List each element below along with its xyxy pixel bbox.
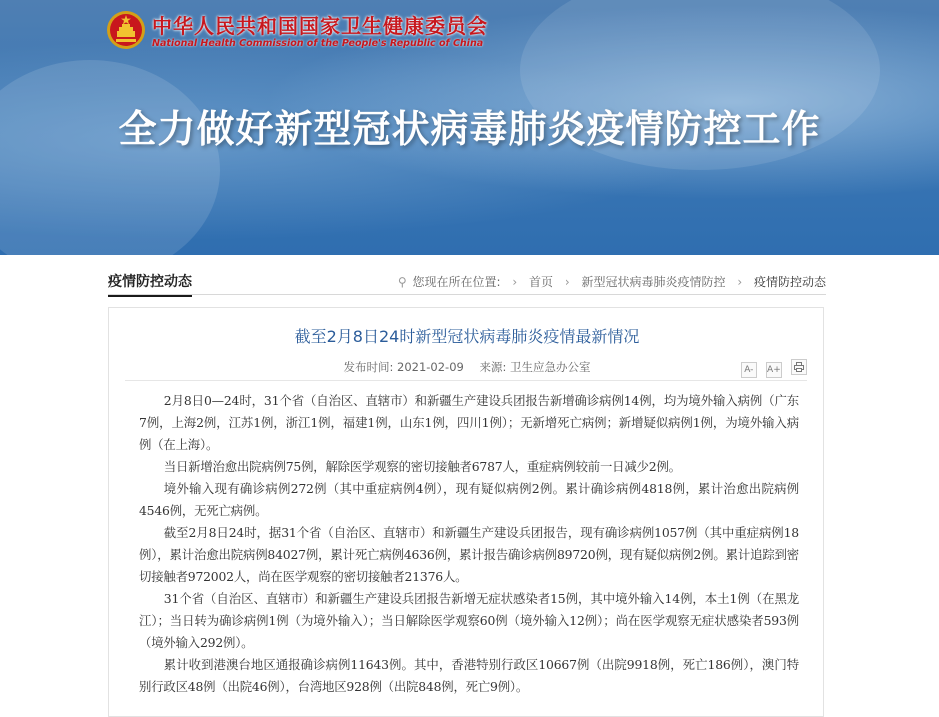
breadcrumb bbox=[398, 273, 826, 290]
breadcrumb-separator-icon: › bbox=[564, 275, 570, 289]
org-name-cn[interactable]: 中华人民共和国国家卫生健康委员会 bbox=[152, 14, 488, 38]
article-paragraph: 31个省（自治区、直辖市）和新疆生产建设兵团报告新增无症状感染者15例，其中境外输入14例，本土1例（在黑龙江）；当日转为确诊病例1例（为境外输入）；当日解除医学观察60例（境外输入12例）；尚在医学观察无症状感染者593例（境外输入292例）。 bbox=[139, 591, 799, 650]
publish-label: 发布时间: bbox=[343, 360, 394, 374]
source-label: 来源: bbox=[479, 360, 507, 374]
article-body bbox=[139, 390, 799, 698]
breadcrumb-item-covid[interactable]: 新型冠状病毒肺炎疫情防控 bbox=[581, 275, 726, 289]
article-meta bbox=[109, 359, 825, 375]
print-icon[interactable] bbox=[791, 359, 807, 375]
article-paragraph: 截至2月8日24时，据31个省（自治区、直辖市）和新疆生产建设兵团报告，现有确诊病例1057例（其中重症病例18例），累计治愈出院病例84027例，累计死亡病例4636例，累计报告确诊病例89720例，现有疑似病例2例。累计追踪到密切接触者972002人，尚在医学观察的密切接触者21376人。 bbox=[139, 525, 799, 584]
breadcrumb-bar bbox=[108, 268, 826, 295]
article-tools bbox=[737, 357, 807, 378]
banner-slogan: 全力做好新型冠状病毒肺炎疫情防控工作 bbox=[118, 107, 821, 151]
section-title: 疫情防控动态 bbox=[108, 271, 192, 297]
article-paragraph: 2月8日0—24时，31个省（自治区、直辖市）和新疆生产建设兵团报告新增确诊病例14例，均为境外输入病例（广东7例，上海2例，江苏1例，浙江1例，福建1例，山东1例，四川1例）；无新增死亡病例；新增疑似病例1例，为境外输入病例（在上海）。 bbox=[139, 393, 799, 452]
divider bbox=[125, 380, 807, 381]
breadcrumb-item-home[interactable]: 首页 bbox=[529, 275, 554, 289]
breadcrumb-separator-icon: › bbox=[512, 275, 518, 289]
publish-date: 2021-02-09 bbox=[397, 360, 464, 374]
breadcrumb-separator-icon: › bbox=[737, 275, 743, 289]
breadcrumb-item-current[interactable]: 疫情防控动态 bbox=[753, 275, 826, 289]
header-banner bbox=[0, 0, 939, 255]
source-name: 卫生应急办公室 bbox=[510, 360, 591, 374]
font-decrease-button[interactable]: A- bbox=[741, 362, 757, 378]
font-increase-button[interactable]: A+ bbox=[766, 362, 782, 378]
article-paragraph: 累计收到港澳台地区通报确诊病例11643例。其中，香港特别行政区10667例（出院9918例，死亡186例），澳门特别行政区48例（出院46例），台湾地区928例（出院848例，死亡9例）。 bbox=[139, 657, 799, 694]
org-name-en: National Health Commission of the People's Republic of China bbox=[152, 38, 484, 49]
location-pin-icon: ⚲ bbox=[397, 275, 407, 289]
article-paragraph: 当日新增治愈出院病例75例，解除医学观察的密切接触者6787人，重症病例较前一日减少2例。 bbox=[163, 459, 681, 474]
national-emblem-icon bbox=[106, 10, 146, 50]
breadcrumb-prefix: 您现在所在位置: bbox=[412, 275, 501, 289]
banner-glow bbox=[0, 60, 220, 255]
article-paragraph: 境外输入现有确诊病例272例（其中重症病例4例），现有疑似病例2例。累计确诊病例4818例，累计治愈出院病例4546例，无死亡病例。 bbox=[139, 481, 799, 518]
article-title: 截至2月8日24时新型冠状病毒肺炎疫情最新情况 bbox=[294, 327, 640, 346]
article-card bbox=[108, 307, 824, 717]
